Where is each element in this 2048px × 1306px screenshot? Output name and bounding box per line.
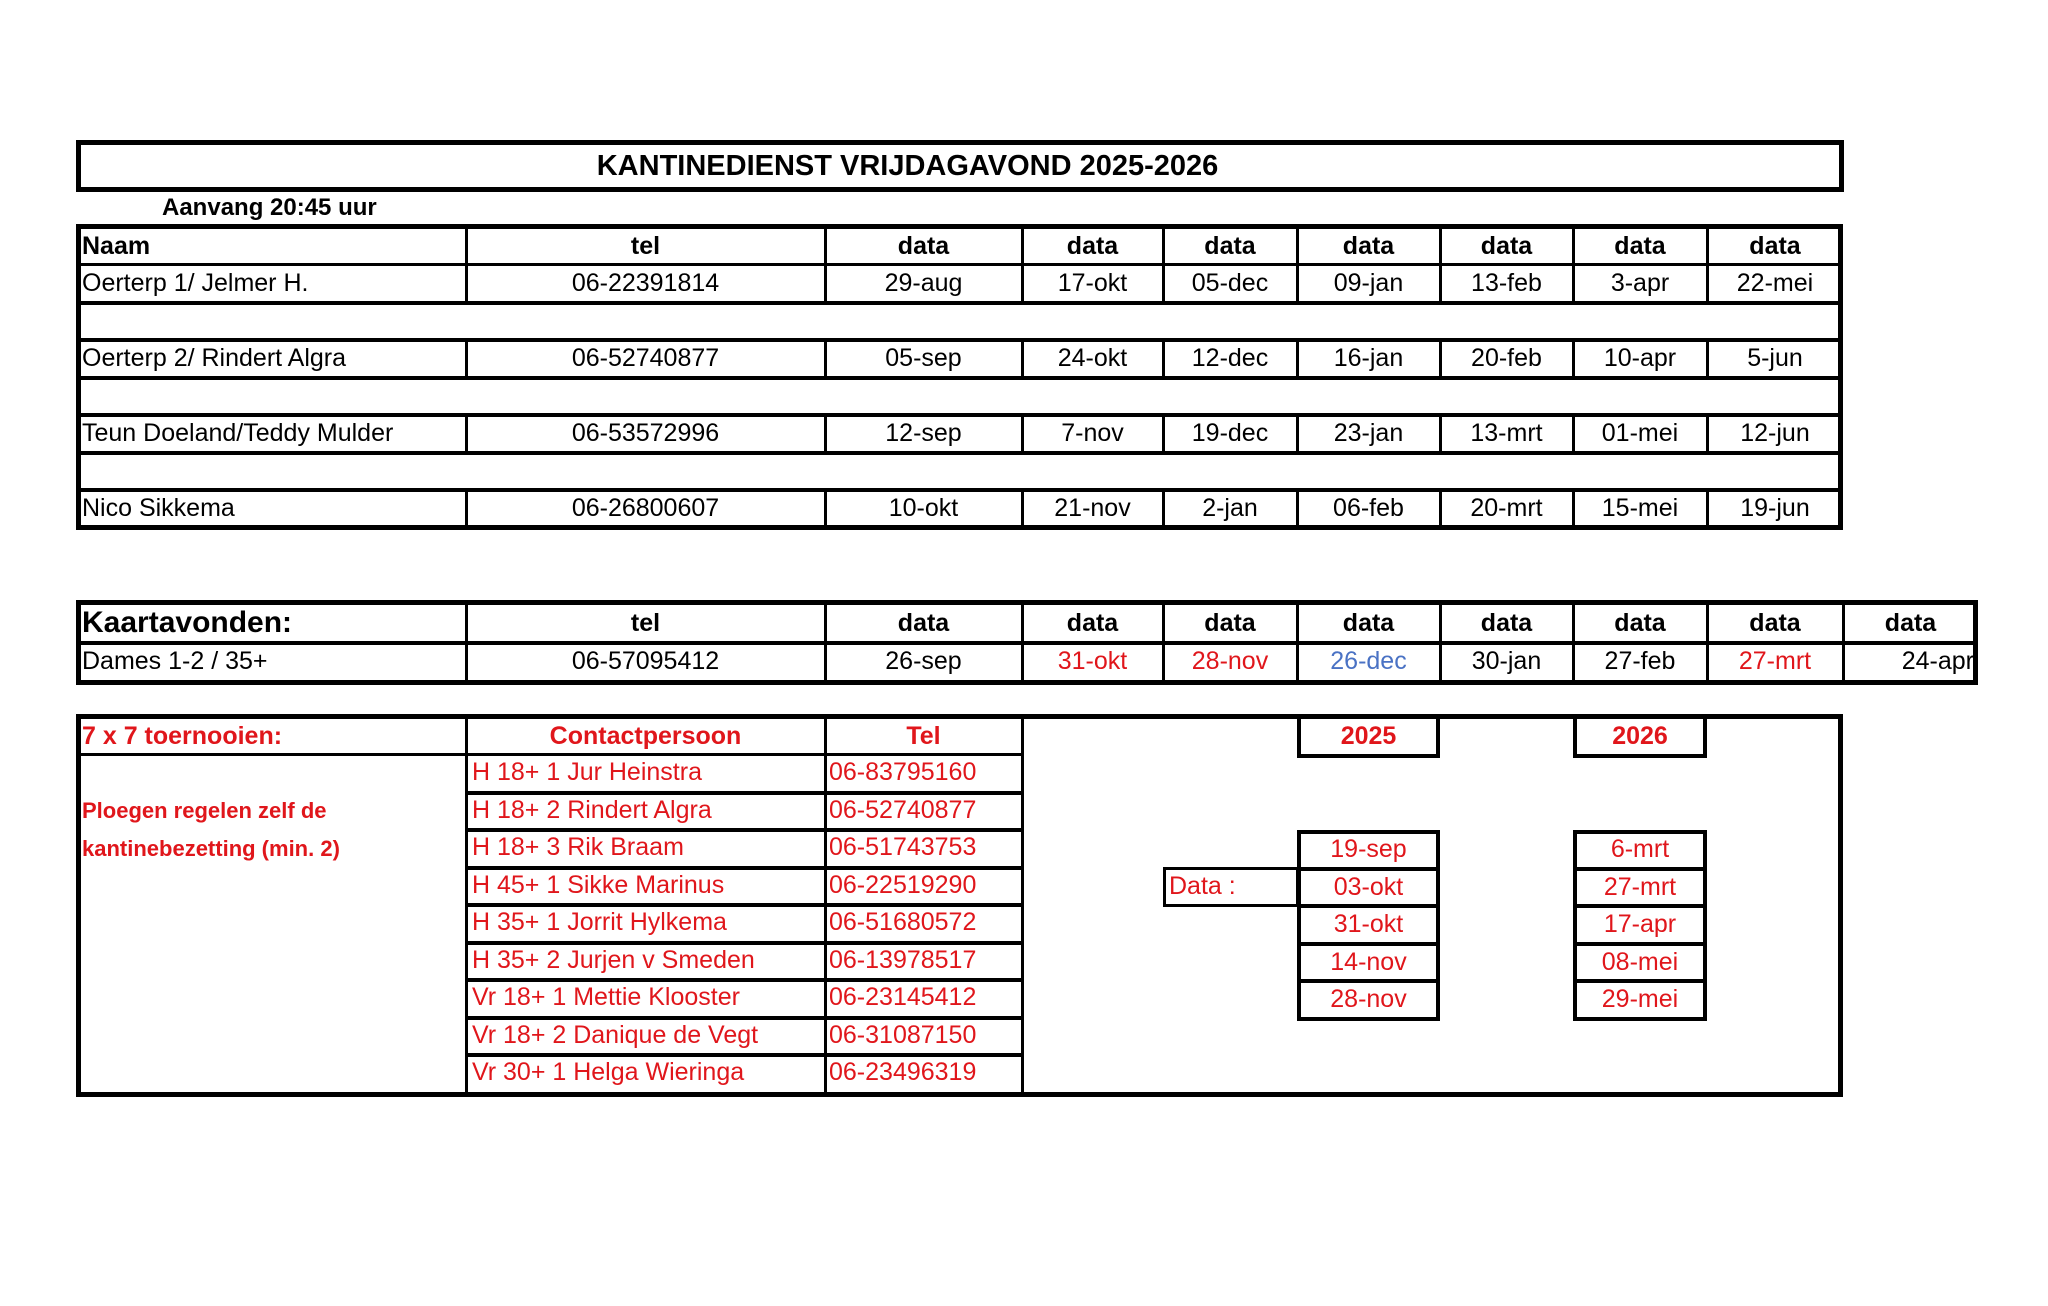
grid-line xyxy=(465,489,468,527)
duty-date: 22-mei xyxy=(1736,268,1814,297)
duty-date: 10-okt xyxy=(888,493,959,522)
contact-tel: 06-51680572 xyxy=(829,908,977,937)
grid-line xyxy=(76,338,1843,342)
grid-line xyxy=(1706,339,1709,377)
card-evening-date: 27-mrt xyxy=(1738,647,1812,675)
grid-line xyxy=(1706,224,1709,264)
grid-line xyxy=(1297,904,1440,908)
contact-name: H 18+ 3 Rik Braam xyxy=(472,833,684,862)
note-line-2: kantinebezetting (min. 2) xyxy=(82,836,340,861)
duty-date: 7-nov xyxy=(1061,418,1124,447)
grid-line xyxy=(76,413,1843,417)
duty-date: 01-mei xyxy=(1601,418,1679,447)
grid-line xyxy=(1572,224,1575,264)
card-evening-date: 24-apr xyxy=(1901,647,1974,675)
grid-line xyxy=(1021,414,1024,452)
grid-line xyxy=(1439,339,1442,377)
duty-date: 05-dec xyxy=(1191,268,1269,297)
contact-name: H 45+ 1 Sikke Marinus xyxy=(472,870,725,899)
grid-line xyxy=(1021,264,1024,302)
grid-line xyxy=(1297,942,1440,946)
header-date: data xyxy=(897,231,950,260)
grid-line xyxy=(1296,489,1299,527)
team-name: Oerterp 2/ Rindert Algra xyxy=(82,343,347,372)
contact-name: H 18+ 1 Jur Heinstra xyxy=(472,758,702,787)
contact-name: Vr 30+ 1 Helga Wieringa xyxy=(472,1058,745,1087)
grid-line xyxy=(1706,600,1709,681)
grid-line xyxy=(1021,489,1024,527)
grid-line xyxy=(824,264,827,302)
page-title: KANTINEDIENST VRIJDAGAVOND 2025-2026 xyxy=(596,149,1219,182)
grid-line xyxy=(1162,414,1165,452)
duty-date: 19-jun xyxy=(1740,493,1810,522)
grid-line xyxy=(1162,600,1165,681)
team-tel: 06-57095412 xyxy=(571,647,720,675)
duty-date: 15-mei xyxy=(1601,493,1679,522)
kaartavonden-title: Kaartavonden: xyxy=(82,606,293,639)
duty-date: 12-jun xyxy=(1740,418,1810,447)
header-date: data xyxy=(1614,231,1666,260)
header-date: data xyxy=(1342,231,1395,260)
grid-line xyxy=(76,451,1843,455)
grid-line xyxy=(1297,979,1440,983)
contact-name: Vr 18+ 2 Danique de Vegt xyxy=(472,1020,759,1049)
tournament-date-2025: 14-nov xyxy=(1330,947,1407,976)
header-date: data xyxy=(1204,231,1256,260)
tournament-date-2025: 03-okt xyxy=(1333,872,1404,901)
grid-line xyxy=(76,301,1843,305)
grid-line xyxy=(1021,600,1024,681)
tournament-date-2026: 29-mei xyxy=(1601,985,1679,1014)
grid-line xyxy=(1439,224,1442,264)
contact-name: H 18+ 2 Rindert Algra xyxy=(472,795,712,824)
grid-line xyxy=(1439,600,1442,681)
team-name: Oerterp 1/ Jelmer H. xyxy=(82,268,309,297)
contact-tel: 06-83795160 xyxy=(829,758,977,787)
header-date: data xyxy=(1884,608,1937,637)
duty-date: 12-sep xyxy=(885,418,962,447)
contact-name: H 35+ 1 Jorrit Hylkema xyxy=(472,908,727,937)
grid-line xyxy=(1021,339,1024,377)
contact-tel: 06-13978517 xyxy=(829,945,977,974)
header-name: Naam xyxy=(82,231,151,260)
grid-line xyxy=(1572,414,1575,452)
header-tel: tel xyxy=(630,608,661,637)
grid-line xyxy=(824,600,827,681)
header-date: data xyxy=(1342,608,1395,637)
grid-line xyxy=(1572,600,1575,681)
duty-date: 5-jun xyxy=(1747,343,1803,372)
header-tel: tel xyxy=(630,231,661,260)
grid-line xyxy=(1706,489,1709,527)
header-date: data xyxy=(1480,231,1533,260)
grid-line xyxy=(465,339,468,377)
grid-line xyxy=(76,263,1843,266)
grid-line xyxy=(1162,224,1165,264)
tournament-date-2025: 31-okt xyxy=(1333,910,1404,939)
header-date: data xyxy=(897,608,950,637)
contact-tel: 06-52740877 xyxy=(829,795,977,824)
duty-date: 19-dec xyxy=(1191,418,1269,447)
duty-date: 06-feb xyxy=(1333,493,1404,522)
duty-date: 10-apr xyxy=(1603,343,1677,372)
note-line-1: Ploegen regelen zelf de xyxy=(82,798,327,823)
duty-date: 23-jan xyxy=(1333,418,1404,447)
card-evening-date: 27-feb xyxy=(1604,647,1676,675)
grid-line xyxy=(824,224,827,264)
duty-date: 24-okt xyxy=(1057,343,1128,372)
header-date: data xyxy=(1749,231,1801,260)
title-box xyxy=(76,140,1844,192)
duty-date: 05-sep xyxy=(885,343,962,372)
tournament-date-2026: 27-mrt xyxy=(1603,872,1677,901)
grid-line xyxy=(1296,339,1299,377)
grid-line xyxy=(1706,264,1709,302)
grid-line xyxy=(1572,264,1575,302)
header-date: data xyxy=(1614,608,1666,637)
header-tel: Tel xyxy=(906,721,941,750)
duty-date: 12-dec xyxy=(1191,343,1269,372)
grid-line xyxy=(824,489,827,527)
grid-line xyxy=(76,488,1843,492)
team-tel: 06-53572996 xyxy=(571,418,720,447)
duty-date: 16-jan xyxy=(1333,343,1404,372)
card-evening-date: 28-nov xyxy=(1191,647,1269,675)
header-date: data xyxy=(1066,608,1119,637)
team-name: Teun Doeland/Teddy Mulder xyxy=(82,418,394,447)
grid-line xyxy=(1573,942,1707,946)
duty-date: 09-jan xyxy=(1333,268,1404,297)
grid-line xyxy=(1573,904,1707,908)
tournaments-title: 7 x 7 toernooien: xyxy=(82,721,283,750)
grid-line xyxy=(1162,339,1165,377)
contact-tel: 06-22519290 xyxy=(829,870,977,899)
card-evening-date: 26-sep xyxy=(885,647,962,675)
duty-date: 2-jan xyxy=(1202,493,1258,522)
header-date: data xyxy=(1749,608,1801,637)
grid-line xyxy=(1439,489,1442,527)
duty-date: 20-feb xyxy=(1471,343,1542,372)
duty-date: 3-apr xyxy=(1610,268,1670,297)
data-label: Data : xyxy=(1169,871,1236,900)
grid-line xyxy=(1439,414,1442,452)
grid-line xyxy=(465,414,468,452)
grid-line xyxy=(1162,264,1165,302)
year-2026: 2026 xyxy=(1612,721,1668,750)
header-date: data xyxy=(1204,608,1256,637)
grid-line xyxy=(1439,264,1442,302)
grid-line xyxy=(1297,867,1440,871)
grid-line xyxy=(1296,224,1299,264)
grid-line xyxy=(1572,339,1575,377)
contact-name: H 35+ 2 Jurjen v Smeden xyxy=(472,945,755,974)
grid-line xyxy=(1296,600,1299,681)
card-evening-date: 26-dec xyxy=(1330,647,1407,675)
duty-date: 20-mrt xyxy=(1470,493,1543,522)
team-name: Dames 1-2 / 35+ xyxy=(82,647,268,675)
team-tel: 06-22391814 xyxy=(571,268,720,297)
duty-date: 13-feb xyxy=(1471,268,1542,297)
grid-line xyxy=(1573,979,1707,983)
grid-line xyxy=(1572,489,1575,527)
contact-tel: 06-23496319 xyxy=(829,1058,977,1087)
grid-line xyxy=(1573,867,1707,871)
contact-tel: 06-23145412 xyxy=(829,983,977,1012)
team-tel: 06-26800607 xyxy=(571,493,720,522)
grid-line xyxy=(1706,414,1709,452)
grid-line xyxy=(465,600,468,681)
team-name: Nico Sikkema xyxy=(82,493,235,522)
grid-line xyxy=(465,224,468,264)
header-date: data xyxy=(1066,231,1119,260)
start-time-label: Aanvang 20:45 uur xyxy=(162,194,377,221)
header-date: data xyxy=(1480,608,1533,637)
contact-tel: 06-31087150 xyxy=(829,1020,977,1049)
tournament-date-2026: 6-mrt xyxy=(1610,835,1670,864)
team-tel: 06-52740877 xyxy=(571,343,720,372)
grid-line xyxy=(76,376,1843,380)
grid-line xyxy=(1162,489,1165,527)
contact-name: Vr 18+ 1 Mettie Klooster xyxy=(472,983,740,1012)
duty-date: 13-mrt xyxy=(1470,418,1543,447)
duty-date: 29-aug xyxy=(884,268,963,297)
duty-date: 21-nov xyxy=(1054,493,1131,522)
grid-line xyxy=(1296,264,1299,302)
header-contact: Contactpersoon xyxy=(549,721,742,750)
tournament-date-2025: 19-sep xyxy=(1330,835,1407,864)
grid-line xyxy=(1842,600,1845,681)
grid-line xyxy=(1296,414,1299,452)
grid-line xyxy=(824,414,827,452)
tournament-date-2025: 28-nov xyxy=(1330,985,1407,1014)
grid-line xyxy=(465,264,468,302)
duty-date: 17-okt xyxy=(1057,268,1128,297)
card-evening-date: 30-jan xyxy=(1471,647,1542,675)
tournament-date-2026: 08-mei xyxy=(1601,947,1679,976)
tournament-date-2026: 17-apr xyxy=(1603,910,1677,939)
grid-line xyxy=(824,339,827,377)
contact-tel: 06-51743753 xyxy=(829,833,977,862)
grid-line xyxy=(1021,224,1024,264)
year-2025: 2025 xyxy=(1340,721,1397,750)
grid-line xyxy=(76,641,1978,645)
card-evening-date: 31-okt xyxy=(1057,647,1128,675)
